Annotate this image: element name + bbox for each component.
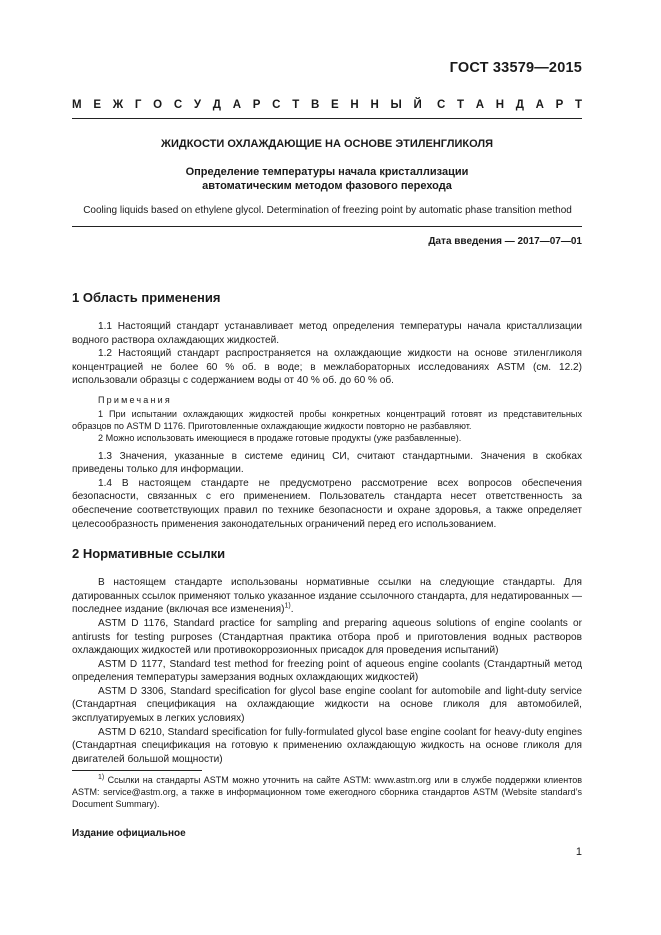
banner-letter: С — [173, 99, 183, 111]
banner-letter: А — [232, 99, 242, 111]
section-1-heading: 1 Область применения — [72, 290, 221, 305]
banner-letter: У — [193, 99, 202, 111]
banner-letter: Д — [212, 99, 221, 111]
paragraph-1-4: 1.4 В настоящем стандарте не предусмотрено рассмотрение всех вопросов обеспечения безопасности, связанных с его применением. Пользователь стандарта несет ответственность за обеспечение соответствующих правил по технике безопасности и охране здоровья, а также определяет целесообразность применения законодательных ограничений перед его использованием. — [72, 477, 582, 530]
banner-letter: Е — [93, 99, 101, 111]
reference-astm-d3306: ASTM D 3306, Standard specification for glycol base engine coolant for automobile and light-duty service (Стандартная спецификация на охлаждающие жидкости на основе гликоля для автомобилей, эксплуатируемых в легких условиях) — [72, 685, 582, 725]
footnote — [72, 774, 582, 810]
interstate-standard-banner — [72, 99, 582, 111]
paragraph-1-3: 1.3 Значения, указанные в системе единиц СИ, считают стандартными. Значения в скобках приведены только для информации. — [72, 450, 582, 476]
note-2: 2 Можно использовать имеющиеся в продаже готовые продукты (уже разбавленные). — [98, 432, 462, 443]
banner-letter: Р — [555, 99, 564, 111]
section-2-heading: 2 Нормативные ссылки — [72, 546, 226, 562]
subtitle-line-2: автоматическим методом фазового перехода — [202, 180, 452, 192]
paragraph-1-1: 1.1 Настоящий стандарт устанавливает метод определения температуры начала кристаллизации водного раствора охлаждающих жидкостей. — [72, 321, 582, 346]
footnote-text: Ссылки на стандарты ASTM можно уточнить на сайте ASTM: www.astm.org или в службе поддержки клиентов ASTM: service@astm.org, а также в информационном томе ежегодного сборника стандартов ASTM (Website standard’s Document Summary). — [72, 775, 582, 809]
banner-letter: Н — [370, 99, 379, 111]
header-rule — [72, 118, 582, 119]
banner-letter: А — [535, 99, 544, 111]
banner-letter: М — [72, 99, 82, 111]
footnote-marker: 1) — [98, 774, 105, 781]
document-body — [72, 290, 582, 766]
banner-letter: Т — [457, 99, 465, 111]
banner-letter: С — [272, 99, 281, 111]
reference-astm-d1177: ASTM D 1177, Standard test method for freezing point of aqueous engine coolants (Стандартный метод определения температуры замерзания водных охлаждающих жидкостей) — [72, 658, 582, 684]
standard-word — [437, 99, 582, 111]
banner-letter: Ж — [112, 99, 124, 111]
banner-letter: Н — [350, 99, 359, 111]
banner-letter: Д — [515, 99, 524, 111]
notes-label: Примечания — [98, 394, 172, 405]
banner-letter: С — [437, 99, 446, 111]
banner-letter: Г — [134, 99, 142, 111]
paragraph-1-2: 1.2 Настоящий стандарт распространяется на охлаждающие жидкости на основе этиленгликоля концентрацией не более 60 % об. в воде; в межлабораторных исследованиях ASTM (см. 12.2) использовали образцы с содержанием воды от 40 % об. до 60 % об. — [72, 348, 582, 387]
english-title: Cooling liquids based on ethylene glycol. Determination of freezing point by automatic phase transition method — [83, 205, 572, 216]
banner-letter: Р — [252, 99, 261, 111]
banner-letter: Ы — [390, 99, 402, 111]
banner-letter: А — [475, 99, 485, 111]
banner-letter: Т — [292, 99, 300, 111]
note-1: 1 При испытании охлаждающих жидкостей пробы конкретных концентраций готовят из представительных образцов по ASTM D 1176. Приготовленные охлаждающие жидкости повторно не разбавляют. — [72, 408, 582, 431]
footnote-ref[interactable]: 1) — [284, 602, 291, 610]
subtitle-line-1: Определение температуры начала кристаллизации — [185, 166, 469, 178]
reference-astm-d6210: ASTM D 6210, Standard specification for fully-formulated glycol base engine coolant for heavy-duty engines (Стандартная спецификация на готовую к применению охлаждающую жидкость на основе гликоля для двигателей большой мощности) — [72, 726, 582, 765]
date-of-introduction: Дата введения — 2017—07—01 — [428, 236, 582, 247]
banner-letter: Е — [331, 99, 339, 111]
page-number: 1 — [575, 846, 582, 858]
banner-letter: Й — [413, 99, 422, 111]
section-2-intro: В настоящем стандарте использованы нормативные ссылки на следующие стандарты. Для датированных ссылок применяют только указанное издание ссылочного стандарта, для недатированных — последнее издание (включая все изменения)$^{1)}$. — [72, 577, 582, 616]
official-edition-label: Издание официальное — [72, 828, 186, 839]
document-subtitle — [72, 165, 582, 193]
banner-letter: В — [310, 99, 320, 111]
document-title: ЖИДКОСТИ ОХЛАЖДАЮЩИЕ НА ОСНОВЕ ЭТИЛЕНГЛИКОЛЯ — [161, 138, 493, 150]
banner-letter: О — [153, 99, 163, 111]
banner-letter: Н — [495, 99, 505, 111]
banner-letter: Т — [574, 99, 582, 111]
gost-code: ГОСТ 33579—2015 — [449, 60, 582, 76]
reference-astm-d1176: ASTM D 1176, Standard practice for sampling and preparing aqueous solutions of engine coolants or antirusts for testing purposes (Стандартная практика отбора проб и приготовления водных растворов охлаждающих жидкостей или противокоррозионных присадок для проведения испытаний) — [72, 617, 582, 657]
footnote-rule — [72, 770, 202, 771]
interstate-word — [72, 99, 422, 111]
title-rule — [72, 226, 582, 227]
